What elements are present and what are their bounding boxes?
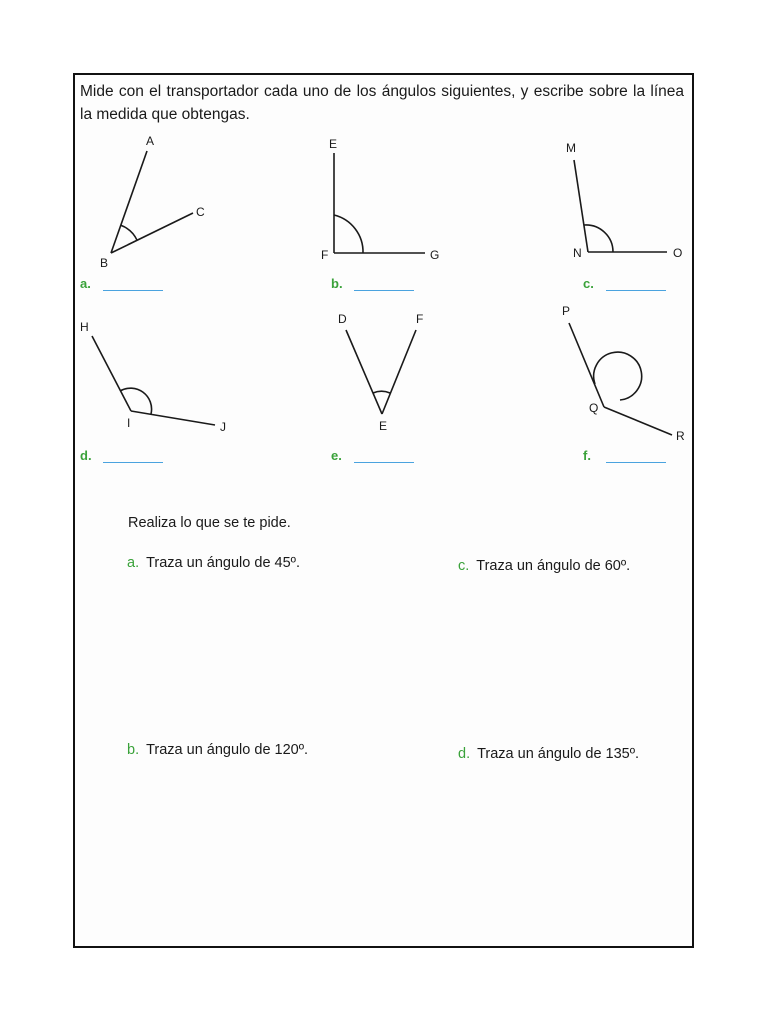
- label-b-vertex: F: [321, 248, 329, 262]
- angle-e: [346, 330, 416, 414]
- label-c-arm1: M: [566, 141, 576, 155]
- label-b-arm1: E: [329, 137, 338, 151]
- answer-b-blank-line[interactable]: [354, 290, 414, 291]
- answer-f-blank-line[interactable]: [606, 462, 666, 463]
- task-a: [127, 555, 300, 571]
- task-c-letter: c.: [458, 558, 470, 574]
- angle-d: [92, 336, 215, 425]
- answer-f-letter: f.: [583, 448, 591, 463]
- label-a-arm1: A: [146, 134, 155, 148]
- tasks-title: Realiza lo que se te pide.: [128, 515, 291, 531]
- angle-b: [334, 153, 425, 253]
- answer-e-letter: e.: [331, 448, 342, 463]
- task-b: [127, 742, 308, 758]
- label-a-vertex: B: [100, 256, 109, 270]
- label-f-arm1: P: [562, 304, 571, 318]
- answer-b-letter: b.: [331, 276, 343, 291]
- task-d-text: Traza un ángulo de 135º.: [477, 746, 640, 762]
- instruction-text: Mide con el transportador cada uno de los ángulos siguientes, y escribe sobre la línea la medida que obtengas.: [80, 83, 684, 123]
- label-c-arm2: O: [673, 246, 683, 260]
- label-e-arm2: F: [416, 312, 424, 326]
- task-b-text: Traza un ángulo de 120º.: [146, 742, 309, 758]
- task-d-letter: d.: [458, 746, 471, 762]
- label-e-vertex: E: [379, 419, 388, 433]
- answer-a-letter: a.: [80, 276, 91, 291]
- task-a-letter: a.: [127, 555, 140, 571]
- answer-d-blank-line[interactable]: [103, 462, 163, 463]
- label-f-vertex: Q: [589, 401, 599, 415]
- answer-d-letter: d.: [80, 448, 92, 463]
- label-e-arm1: D: [338, 312, 347, 326]
- angle-f: [569, 323, 672, 435]
- label-d-arm1: H: [80, 320, 89, 334]
- answer-c-blank-line[interactable]: [606, 290, 666, 291]
- label-d-arm2: J: [220, 420, 226, 434]
- answer-a-blank-line[interactable]: [103, 290, 163, 291]
- label-d-vertex: I: [127, 416, 131, 430]
- task-b-letter: b.: [127, 742, 140, 758]
- angle-c: [574, 160, 667, 252]
- angle-a: [111, 151, 193, 253]
- task-d: [458, 746, 639, 762]
- answer-e-blank-line[interactable]: [354, 462, 414, 463]
- label-b-arm2: G: [430, 248, 440, 262]
- task-c: [458, 558, 630, 574]
- label-a-arm2: C: [196, 205, 205, 219]
- task-a-text: Traza un ángulo de 45º.: [146, 555, 300, 571]
- answer-c-letter: c.: [583, 276, 594, 291]
- label-c-vertex: N: [573, 246, 582, 260]
- label-f-arm2: R: [676, 429, 685, 443]
- task-c-text: Traza un ángulo de 60º.: [476, 558, 631, 574]
